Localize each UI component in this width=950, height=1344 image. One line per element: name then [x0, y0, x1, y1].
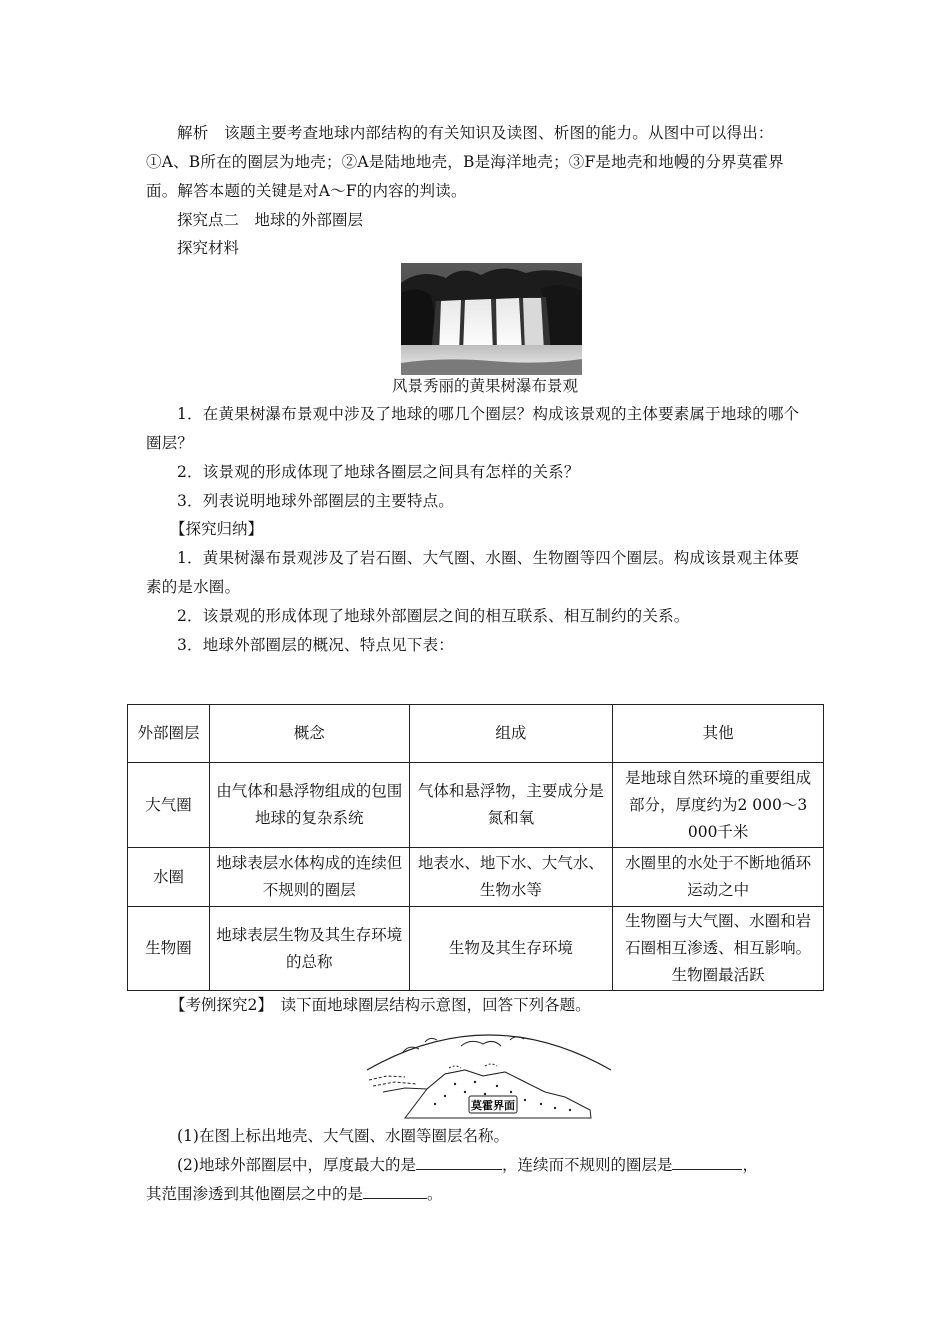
table-cell: 地球表层生物及其生存环境的总称 [209, 907, 409, 991]
analysis-label: 解析 [177, 124, 209, 142]
section-title: 探究点二 地球的外部圈层 [177, 211, 364, 229]
table-row [128, 848, 824, 907]
table-cell: 水圈 [128, 848, 210, 907]
table-cell: 大气圈 [128, 763, 210, 848]
example-text: 读下面地球圈层结构示意图，回答下列各题。 [280, 996, 591, 1014]
table-cell: 地球表层水体构成的连续但不规则的圈层 [209, 848, 409, 907]
photo-caption: 风景秀丽的黄果树瀑布景观 [392, 377, 579, 395]
summary-item-3: 3．地球外部圈层的概况、特点见下表： [177, 636, 454, 654]
table-cell: 生物及其生存环境 [409, 907, 613, 991]
analysis-paragraph [146, 119, 810, 206]
table-cell: 是地球自然环境的重要组成部分，厚度约为2 000～3 000千米 [613, 763, 824, 848]
table-cell: 水圈里的水处于不断地循环运动之中 [613, 848, 824, 907]
answer-blank-3[interactable] [363, 1180, 427, 1199]
example-question-1: (1)在图上标出地壳、大气圈、水圈等圈层名称。 [177, 1127, 509, 1145]
table-row [128, 763, 824, 848]
table-cell: 由气体和悬浮物组成的包围地球的复杂系统 [209, 763, 409, 848]
summary-item-2: 2．该景观的形成体现了地球外部圈层之间的相互联系、相互制约的关系。 [177, 607, 690, 625]
waterfall-photo [401, 263, 582, 375]
example-line [170, 991, 591, 1019]
table-header-cell: 其他 [613, 705, 824, 763]
table-row [128, 907, 824, 991]
question-3: 3．列表说明地球外部圈层的主要特点。 [177, 492, 454, 510]
summary-item-1: 1．黄果树瀑布景观涉及了岩石圈、大气圈、水圈、生物圈等四个圈层。构成该景观主体要素的是水圈。 [146, 549, 800, 596]
moho-label: 莫霍界面 [471, 1099, 515, 1112]
example-question-2-cont: 其范围渗透到其他圈层之中的是 。 [146, 1180, 443, 1208]
answer-blank-2[interactable] [672, 1151, 742, 1170]
summary-title: 【探究归纳】 [170, 520, 264, 538]
table-header-cell: 外部圈层 [128, 705, 210, 763]
outer-spheres-table [127, 704, 824, 991]
table-header-cell: 组成 [409, 705, 613, 763]
example-label: 【考例探究2】 [170, 996, 266, 1014]
table-cell: 气体和悬浮物，主要成分是氮和氧 [409, 763, 613, 848]
sphere-structure-diagram [365, 1022, 613, 1122]
table-cell: 生物圈与大气圈、水圈和岩石圈相互渗透、相互影响。生物圈最活跃 [613, 907, 824, 991]
table-cell: 地表水、地下水、大气水、生物水等 [409, 848, 613, 907]
question-2: 2．该景观的形成体现了地球各圈层之间具有怎样的关系？ [177, 463, 580, 481]
answer-blank-1[interactable] [416, 1151, 502, 1170]
question-1: 1．在黄果树瀑布景观中涉及了地球的哪几个圈层？构成该景观的主体要素属于地球的哪个圈层？ [146, 405, 800, 452]
table-cell: 生物圈 [128, 907, 210, 991]
analysis-text: 该题主要考查地球内部结构的有关知识及读图、析图的能力。从图中可以得出：①A、B所在的圈层为地壳；②A是陆地地壳，B是海洋地壳；③F是地壳和地幔的分界莫霍界面。解答本题的关键是对A～F的内容的判读。 [146, 124, 784, 200]
material-label: 探究材料 [177, 239, 240, 257]
table-header-row [128, 705, 824, 763]
example-question-2: (2)地球外部圈层中，厚度最大的是 ，连续而不规则的圈层是 ， [177, 1151, 758, 1179]
table-header-cell: 概念 [209, 705, 409, 763]
